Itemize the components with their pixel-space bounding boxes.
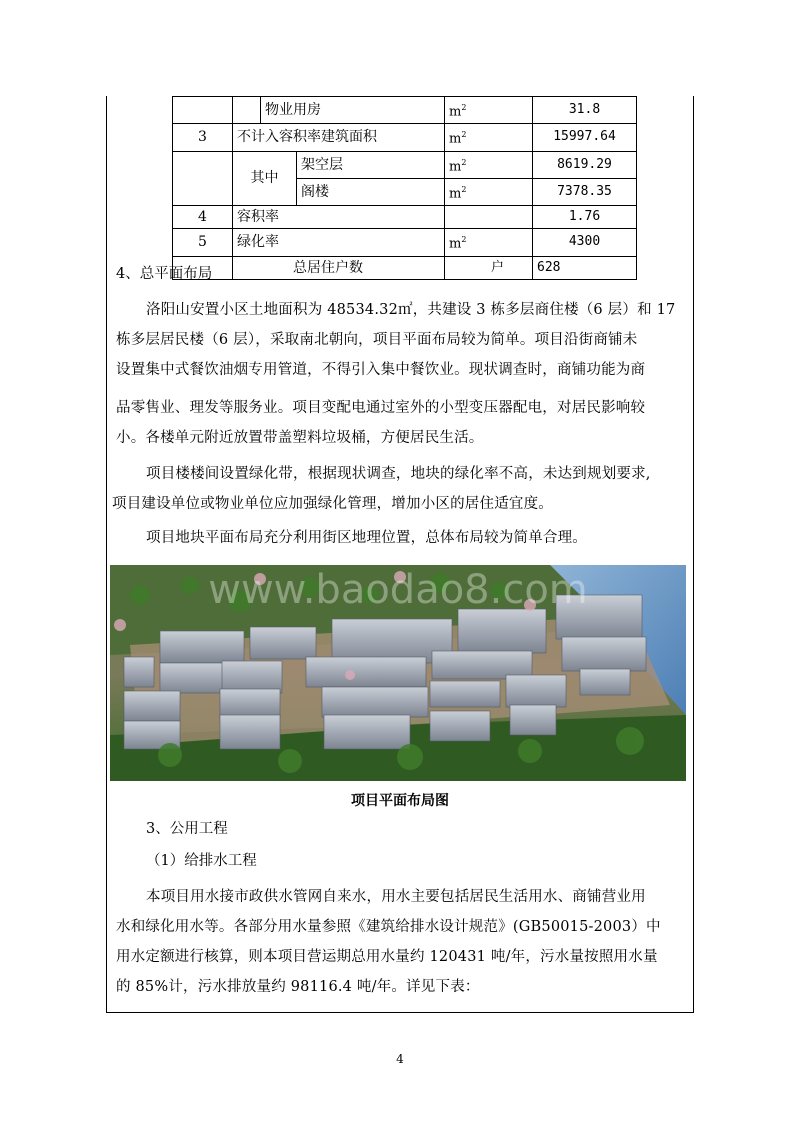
row-value: 31.8 [533, 97, 637, 124]
para2-line: 项目楼楼间设置绿化带，根据现状调查，地块的绿化率不高，未达到规划要求, [146, 466, 651, 482]
row-index: 5 [173, 229, 233, 256]
row-sub [233, 97, 261, 124]
table-row [173, 97, 637, 124]
row-name: 架空层 [297, 151, 445, 178]
row-unit [445, 206, 533, 229]
row-unit: $m^2$ [445, 229, 533, 256]
para1-line: 洛阳山安置小区土地面积为 48534.32㎡，共建设 3 栋多层商住楼（6 层）和 17 [146, 302, 676, 318]
row-name: 物业用房 [261, 97, 445, 124]
para-line: 水和绿化用水等。各部分用水量参照《建筑给排水设计规范》(GB50015-2003）中 [116, 919, 661, 935]
page-number: 4 [396, 1052, 404, 1066]
para2-line: 项目建设单位或物业单位应加强绿化管理，增加小区的居住适宜度。 [112, 496, 553, 512]
row-value: 1.76 [533, 206, 637, 229]
row-name: 绿化率 [233, 229, 445, 256]
table-row [173, 124, 637, 151]
para1-line: 设置集中式餐饮油烟专用管道，不得引入集中餐饮业。现状调查时，商铺功能为商 [116, 362, 646, 378]
para3-line: 项目地块平面布局充分利用街区地理位置，总体布局较为简单合理。 [146, 530, 587, 546]
row-unit: $m^2$ [445, 151, 533, 178]
row-sub: 其中 [233, 151, 297, 206]
row-unit: $m^2$ [445, 97, 533, 124]
row-index: 4 [173, 206, 233, 229]
row-index: 3 [173, 124, 233, 151]
para1-line: 品零售业、理发等服务业。项目变配电通过室外的小型变压器配电，对居民影响较 [116, 400, 646, 416]
building-stats-table [172, 96, 637, 280]
para1-line: 栋多层居民楼（6 层），采取南北朝向，项目平面布局较为简单。项目沿街商铺未 [116, 332, 638, 348]
table-row [173, 206, 637, 229]
row-unit: 户 [445, 256, 533, 279]
section4-heading: 4、总平面布局 [116, 266, 213, 282]
row-name: 阁楼 [297, 178, 445, 205]
row-value: 628 [533, 256, 637, 279]
row-index-empty [173, 151, 233, 206]
table-row [173, 229, 637, 256]
row-name: 容积率 [233, 206, 445, 229]
subsection-heading: （1）给排水工程 [146, 853, 257, 869]
row-unit: $m^2$ [445, 178, 533, 205]
row-value: 4300 [533, 229, 637, 256]
section3-heading: 3、公用工程 [146, 821, 228, 837]
row-index [173, 97, 233, 124]
para1-line: 小。各楼单元附近放置带盖塑料垃圾桶，方便居民生活。 [116, 430, 484, 446]
para-line: 本项目用水接市政供水管网自来水，用水主要包括居民生活用水、商铺营业用 [146, 889, 646, 905]
watermark-text: www.baodao8.com [208, 567, 588, 613]
figure-caption: 项目平面布局图 [351, 793, 449, 809]
row-value: 15997.64 [533, 124, 637, 151]
row-name: 不计入容积率建筑面积 [233, 124, 445, 151]
table-row [173, 151, 637, 178]
row-unit: $m^2$ [445, 124, 533, 151]
row-value: 7378.35 [533, 178, 637, 205]
row-value: 8619.29 [533, 151, 637, 178]
para-line: 用水定额进行核算，则本项目营运期总用水量约 120431 吨/年，污水量按照用水量 [116, 949, 658, 965]
para-line: 的 85%计，污水排放量约 98116.4 吨/年。详见下表： [116, 979, 480, 995]
row-name: 总居住户数 [233, 256, 445, 279]
table-row [173, 256, 637, 279]
site-plan-render [110, 565, 686, 781]
